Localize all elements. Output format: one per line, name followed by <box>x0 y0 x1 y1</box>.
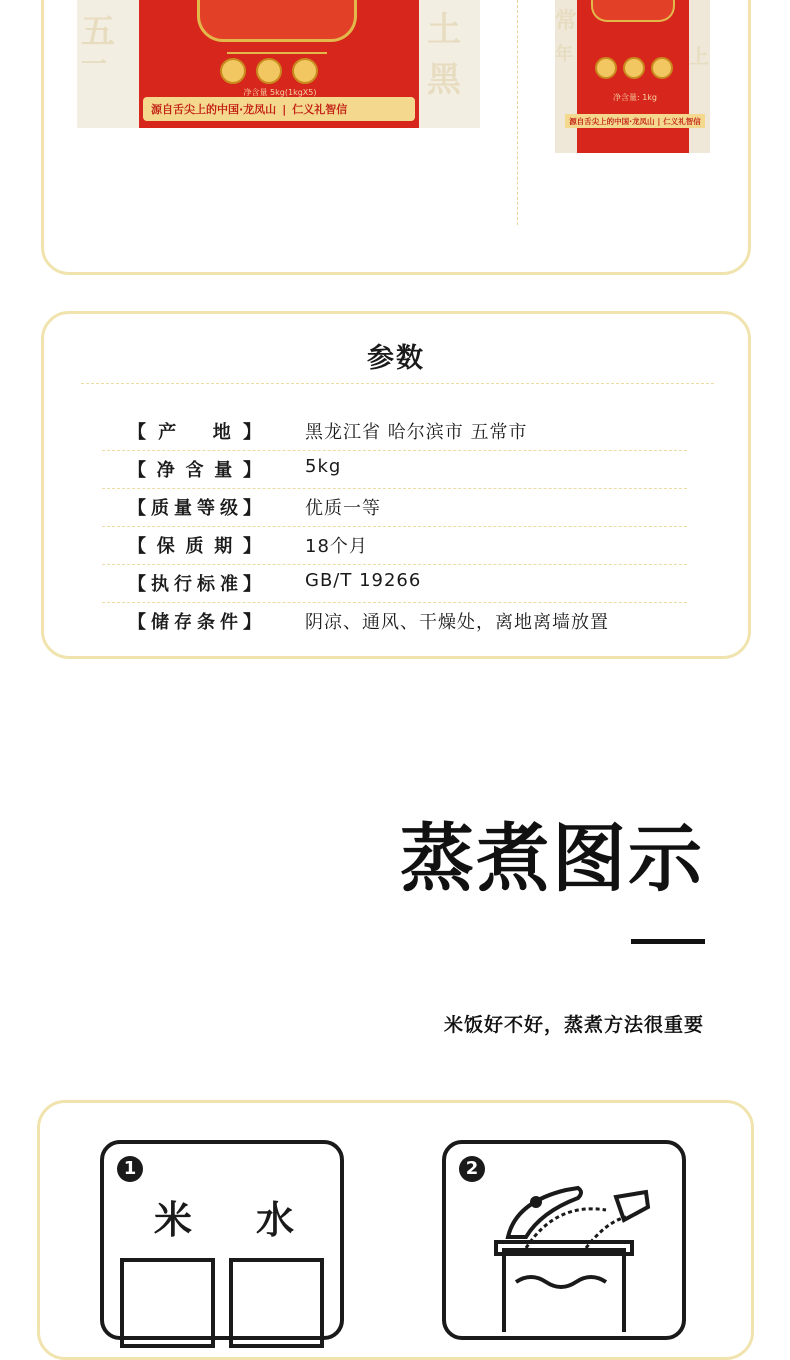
param-key-char: 行 <box>174 574 192 595</box>
param-key-char: 量 <box>174 498 192 519</box>
param-key-char: 【 <box>128 460 146 481</box>
medal-icon <box>595 57 617 79</box>
param-key <box>128 608 261 634</box>
params-row <box>102 603 687 640</box>
param-key-char: 净 <box>156 460 175 481</box>
param-key-char: 标 <box>197 574 215 595</box>
params-row <box>102 413 687 451</box>
param-key-char: 【 <box>128 574 146 595</box>
rice-measure-icon <box>120 1258 215 1348</box>
param-key-char: 存 <box>174 612 192 633</box>
param-key-char: 储 <box>151 612 169 633</box>
medal-icon <box>256 58 282 84</box>
net-content-label: 净含量: 1kg <box>612 93 658 102</box>
param-value: 5kg <box>305 456 342 477</box>
brand-plaque <box>197 0 357 42</box>
param-key-char: 执 <box>151 574 169 595</box>
bg-char: 上 <box>689 44 709 68</box>
medal-icon <box>220 58 246 84</box>
slogan-right: 仁义礼智信 <box>663 116 701 126</box>
water-label: 水 <box>256 1197 295 1242</box>
ornament-line <box>227 46 327 54</box>
param-key <box>128 494 261 520</box>
medal-icon <box>623 57 645 79</box>
param-key-char: 】 <box>243 536 261 557</box>
step-number-badge: 1 <box>117 1156 143 1182</box>
bg-char: 黑 <box>427 60 461 100</box>
award-medals <box>595 57 673 79</box>
step-2-panel <box>442 1140 686 1340</box>
param-key-char: 件 <box>220 612 238 633</box>
param-key-char: 【 <box>128 612 146 633</box>
param-key-char: 质 <box>151 498 169 519</box>
bg-char: 常 <box>555 8 578 34</box>
param-key-char: 期 <box>214 536 233 557</box>
param-key-char: 【 <box>128 422 146 443</box>
param-key-char: 】 <box>243 612 261 633</box>
params-table <box>102 413 687 640</box>
bg-char: 五 <box>81 12 115 52</box>
rice-cooker-pour-icon <box>486 1162 666 1332</box>
slogan-bar: 源自舌尖上的中国·龙凤山 | 仁义礼智信 <box>143 97 415 121</box>
param-key-char: 【 <box>128 536 146 557</box>
param-key-char: 】 <box>242 422 261 443</box>
rice-label: 米 <box>154 1197 193 1242</box>
param-key-char: 含 <box>185 460 204 481</box>
param-key <box>128 418 261 444</box>
water-measure-icon <box>229 1258 324 1348</box>
award-medals <box>220 58 318 84</box>
brand-plaque <box>591 0 675 22</box>
param-value: 阴凉、通风、干燥处，离地离墙放置 <box>305 612 609 633</box>
param-key-char: 条 <box>197 612 215 633</box>
param-key-char: 准 <box>220 574 238 595</box>
param-value: 优质一等 <box>305 498 381 519</box>
title-divider <box>81 383 714 384</box>
slogan-bar: 源自舌尖上的中国·龙凤山 | 仁义礼智信 <box>565 114 705 128</box>
param-value: GB/T 19266 <box>305 570 422 591</box>
net-content-label: 净含量 5kg(1kgX5) <box>243 88 317 97</box>
params-row <box>102 527 687 565</box>
slogan-left: 源自舌尖上的中国·龙凤山 <box>569 116 655 126</box>
param-key <box>128 570 261 596</box>
param-value: 18个月 <box>305 536 368 557</box>
params-row <box>102 565 687 603</box>
section-subtitle: 米饭好不好，蒸煮方法很重要 <box>443 1014 704 1036</box>
params-card <box>41 311 751 659</box>
param-key-char: 【 <box>128 498 146 519</box>
param-key-char: 量 <box>214 460 233 481</box>
step-number-badge: 2 <box>459 1156 485 1182</box>
medal-icon <box>292 58 318 84</box>
param-key-char: 】 <box>243 574 261 595</box>
bg-char: 土 <box>427 10 461 50</box>
medal-icon <box>651 57 673 79</box>
param-value: 黑龙江省 哈尔滨市 五常市 <box>305 422 528 443</box>
slogan-right: 仁义礼智信 <box>292 103 348 116</box>
bg-char: 一 <box>81 50 108 80</box>
section-title: 蒸煮图示 <box>400 816 704 902</box>
product-bag-image <box>555 0 710 153</box>
param-key-char: 产 <box>158 422 177 443</box>
param-key-char: 】 <box>243 498 261 519</box>
product-box-image <box>77 0 480 128</box>
param-key-char: 等 <box>197 498 215 519</box>
param-key-char: 地 <box>212 422 231 443</box>
bg-char: 年 <box>555 44 573 65</box>
step-1-panel <box>100 1140 344 1340</box>
param-key-char: 质 <box>185 536 204 557</box>
param-key-char: 级 <box>220 498 238 519</box>
params-title: 参数 <box>367 343 425 374</box>
image-divider <box>517 0 518 225</box>
param-key-char: 】 <box>243 460 261 481</box>
param-key <box>128 456 261 482</box>
title-underline <box>631 939 705 944</box>
param-key-char: 保 <box>156 536 175 557</box>
params-row <box>102 489 687 527</box>
slogan-left: 源自舌尖上的中国·龙凤山 <box>151 103 277 116</box>
params-row <box>102 451 687 489</box>
param-key <box>128 532 261 558</box>
